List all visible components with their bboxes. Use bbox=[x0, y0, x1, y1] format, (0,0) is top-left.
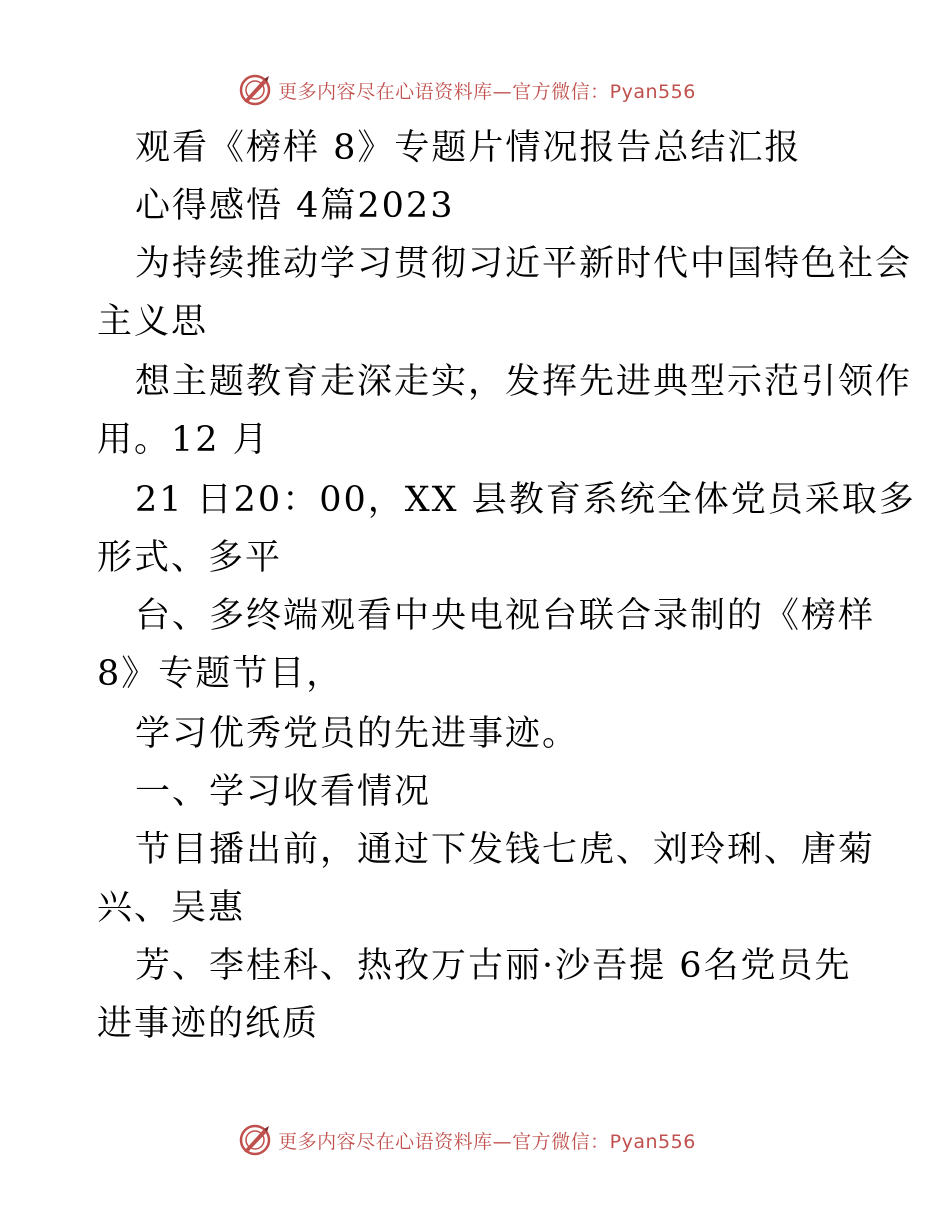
watermark-site-name: 更多内容尽在心语资料库 bbox=[278, 80, 493, 103]
paragraph-line: 兴、吴惠 bbox=[97, 888, 246, 928]
paragraph-line: 21 日20：00，XX 县教育系统全体党员采取多 bbox=[135, 480, 916, 520]
watermark-wechat: 官方微信：Pyan556 bbox=[512, 80, 696, 103]
paragraph-line: 台、多终端观看中央电视台联合录制的《榜样 bbox=[135, 596, 876, 636]
watermark-footer bbox=[0, 1118, 950, 1162]
paragraph-line: 为持续推动学习贯彻习近平新时代中国特色社会 bbox=[135, 244, 913, 284]
watermark-wechat: 官方微信：Pyan556 bbox=[512, 1130, 696, 1153]
paragraph-line: 学习优秀党员的先进事迹。 bbox=[135, 714, 580, 754]
title-line-1: 观看《榜样 8》专题片情况报告总结汇报 bbox=[135, 128, 802, 168]
paragraph-line: 用。12 月 bbox=[97, 420, 270, 460]
watermark-dash: — bbox=[492, 80, 513, 103]
paragraph-line: 芳、李桂科、热孜万古丽·沙吾提 6名党员先 bbox=[135, 946, 852, 986]
paragraph-line: 8》专题节目， bbox=[97, 654, 344, 694]
paragraph-line: 形式、多平 bbox=[97, 538, 283, 578]
title-line-2: 心得感悟 4篇2023 bbox=[135, 186, 455, 226]
paragraph-line: 节目播出前，通过下发钱七虎、刘玲琍、唐菊 bbox=[135, 830, 876, 870]
paragraph-line: 主义思 bbox=[97, 302, 209, 342]
watermark-dash: — bbox=[492, 1130, 513, 1153]
quill-logo-icon bbox=[238, 1123, 272, 1157]
watermark-site-name: 更多内容尽在心语资料库 bbox=[278, 1130, 493, 1153]
paragraph-line: 进事迹的纸质 bbox=[97, 1004, 320, 1044]
paragraph-line: 想主题教育走深走实，发挥先进典型示范引领作 bbox=[135, 362, 913, 402]
section-heading: 一、学习收看情况 bbox=[135, 772, 432, 812]
